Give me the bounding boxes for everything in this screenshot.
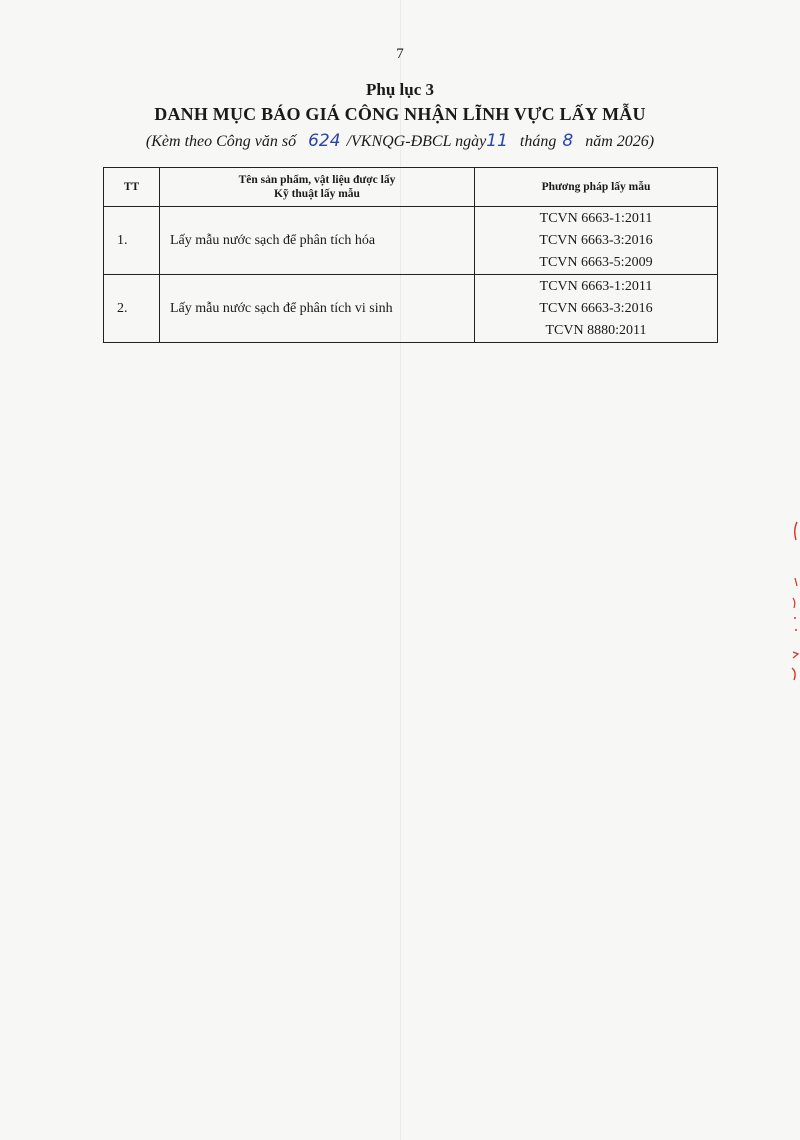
header-product-name [160, 168, 475, 207]
table-header-row [104, 168, 718, 207]
method-standard: TCVN 6663-1:2011 [539, 278, 653, 294]
subtitle-ref: /VKNQG-ĐBCL ngày [346, 133, 487, 150]
row-number: 2. [104, 275, 160, 343]
table-row [104, 275, 718, 343]
method-standard: TCVN 6663-5:2009 [539, 254, 653, 270]
appendix-title: Phụ lục 3 [365, 80, 435, 99]
header-name-line1: Tên sản phẩm, vật liệu được lấy [238, 174, 396, 186]
method-standard: TCVN 8880:2011 [545, 322, 647, 338]
subtitle-year: năm 2026) [585, 133, 655, 150]
subtitle-reference [0, 131, 800, 151]
handwritten-document-number: 624 [308, 131, 341, 151]
table-row [104, 207, 718, 275]
subtitle-month-label: tháng [519, 133, 557, 150]
method-standard: TCVN 6663-3:2016 [539, 232, 653, 248]
row-product-name: Lấy mẫu nước sạch để phân tích vi sinh [160, 275, 475, 343]
row-methods [475, 275, 718, 343]
subtitle-prefix: (Kèm theo Công văn số [145, 133, 297, 150]
method-standard: TCVN 6663-3:2016 [539, 300, 653, 316]
method-standard: TCVN 6663-1:2011 [539, 210, 653, 226]
document-title: DANH MỤC BÁO GIÁ CÔNG NHẬN LĨNH VỰC LẤY MẪU [154, 104, 646, 124]
handwritten-month: 8 [562, 131, 574, 151]
header-sampling-method: Phương pháp lấy mẫu [475, 168, 718, 207]
handwritten-day: 11 [486, 131, 508, 151]
red-stamp-fragment [787, 520, 800, 690]
row-number: 1. [104, 207, 160, 275]
header-tt: TT [104, 168, 160, 207]
header-name-line2: Kỹ thuật lấy mẫu [274, 188, 360, 200]
row-methods [475, 207, 718, 275]
sampling-catalog-table [103, 167, 718, 343]
page-number: 7 [396, 46, 404, 62]
row-product-name: Lấy mẫu nước sạch để phân tích hóa [160, 207, 475, 275]
